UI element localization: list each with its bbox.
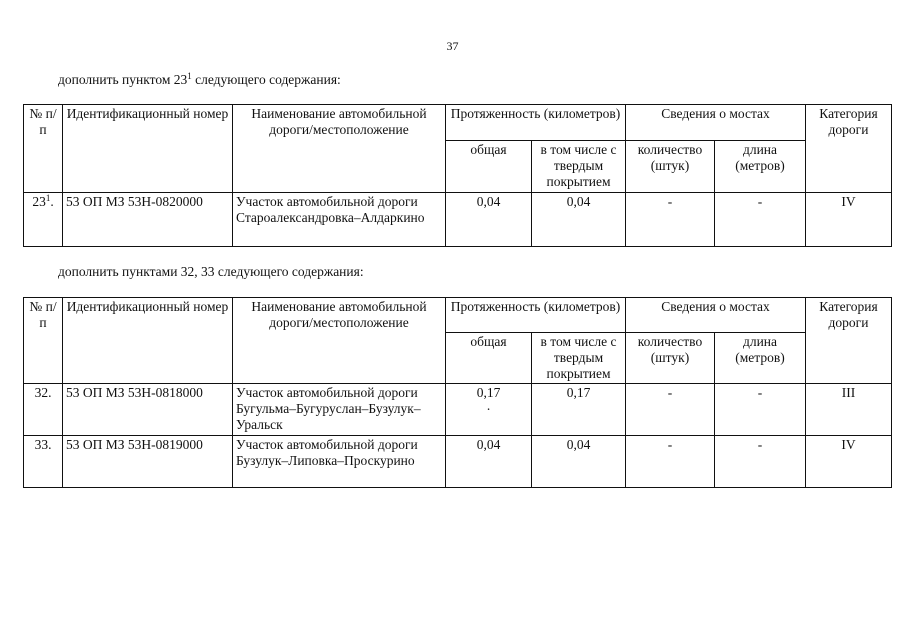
cell-num-main: 23 xyxy=(32,194,46,209)
header-bridges-length: длина (метров) xyxy=(715,333,806,384)
cell-num-sup: 1 xyxy=(45,193,51,203)
table-row xyxy=(24,436,892,488)
table-row xyxy=(24,384,892,436)
cell-name: Участок автомобильной дороги Староалександровка–Алдаркино xyxy=(233,193,446,247)
cell-bridges-count: - xyxy=(626,193,715,247)
cell-length-total-mark: . xyxy=(486,398,491,413)
header-bridges-group: Сведения о мостах xyxy=(626,298,806,333)
cell-name: Участок автомобильной дороги Бузулук–Липовка–Проскурино xyxy=(233,436,446,488)
intro-text-1-suffix: следующего содержания: xyxy=(191,72,341,87)
roads-table-2 xyxy=(23,297,892,488)
cell-category: III xyxy=(806,384,892,436)
cell-num: 33. xyxy=(24,436,63,488)
cell-id: 53 ОП МЗ 53Н-0818000 xyxy=(63,384,233,436)
header-length-hard: в том числе с твердым покрытием xyxy=(532,141,626,193)
page-number: 37 xyxy=(446,39,459,53)
intro-text-1 xyxy=(58,72,341,88)
header-bridges-group: Сведения о мостах xyxy=(626,105,806,141)
cell-id: 53 ОП МЗ 53Н-0819000 xyxy=(63,436,233,488)
cell-length-total: 0,04 xyxy=(446,193,532,247)
roads-table-1 xyxy=(23,104,892,247)
cell-length-total-value: 0,17 xyxy=(476,385,501,400)
header-bridges-length: длина (метров) xyxy=(715,141,806,193)
cell-id: 53 ОП МЗ 53Н-0820000 xyxy=(63,193,233,247)
header-id: Идентификационный номер xyxy=(63,105,233,193)
cell-num: 32. xyxy=(24,384,63,436)
cell-length-total: 0,04 xyxy=(446,436,532,488)
header-name: Наименование автомобильной дороги/местоположение xyxy=(233,298,446,384)
header-category: Категория дороги xyxy=(806,298,892,384)
header-bridges-count: количество (штук) xyxy=(626,141,715,193)
intro-text-1-main: дополнить пунктом 23 xyxy=(58,72,188,87)
header-id: Идентификационный номер xyxy=(63,298,233,384)
cell-length-hard: 0,17 xyxy=(532,384,626,436)
header-name: Наименование автомобильной дороги/местоположение xyxy=(233,105,446,193)
cell-category: IV xyxy=(806,436,892,488)
header-num: № п/п xyxy=(24,105,63,193)
header-num: № п/п xyxy=(24,298,63,384)
cell-length-hard: 0,04 xyxy=(532,436,626,488)
cell-bridges-length: - xyxy=(715,384,806,436)
cell-category: IV xyxy=(806,193,892,247)
table-row xyxy=(24,193,892,247)
header-length-group: Протяженность (километров) xyxy=(446,298,626,333)
header-length-hard: в том числе с твердым покрытием xyxy=(532,333,626,384)
cell-bridges-count: - xyxy=(626,384,715,436)
header-length-total: общая xyxy=(446,141,532,193)
header-bridges-count: количество (штук) xyxy=(626,333,715,384)
header-length-group: Протяженность (километров) xyxy=(446,105,626,141)
cell-name: Участок автомобильной дороги Бугульма–Бугуруслан–Бузулук–Уральск xyxy=(233,384,446,436)
header-length-total: общая xyxy=(446,333,532,384)
cell-num xyxy=(24,193,63,247)
cell-bridges-length: - xyxy=(715,436,806,488)
cell-bridges-count: - xyxy=(626,436,715,488)
intro-text-2: дополнить пунктами 32, 33 следующего содержания: xyxy=(58,264,364,279)
cell-bridges-length: - xyxy=(715,193,806,247)
intro-text-1-sup: 1 xyxy=(187,71,192,81)
cell-length-total xyxy=(446,384,532,436)
cell-num-suffix: . xyxy=(50,194,54,209)
cell-length-hard: 0,04 xyxy=(532,193,626,247)
header-category: Категория дороги xyxy=(806,105,892,193)
